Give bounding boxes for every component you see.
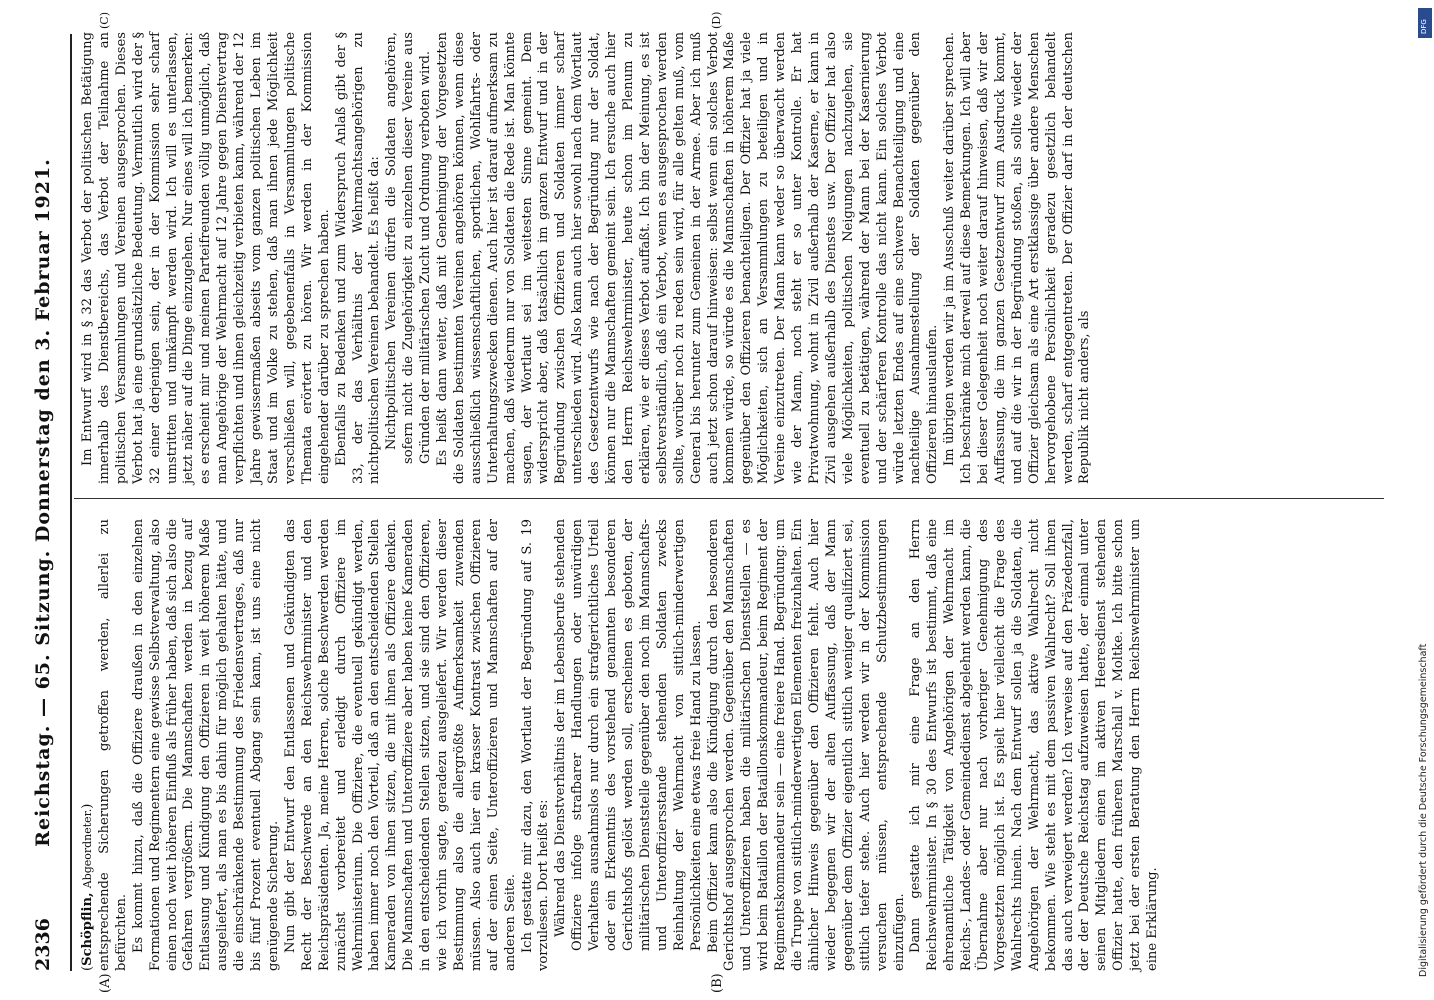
paragraph: Es heißt dann weiter, daß mit Genehmigung der Vorgesetzten die Soldaten bestimmten Vereinen angehören können, wenn diese ausschließlich wissenschaftlichen, sportlichen, Wohlfahrts- oder Unterhaltungszwecken dienen. Auch hier ist darauf aufmerksam zu machen, daß wiederum nur von Soldaten die Rede ist. Man könnte sagen, der Wortlaut sei im weitesten Sinne gemeint. Dem widerspricht aber, daß tatsächlich im ganzen Entwurf und in der Begründung zwischen Offizieren und Soldaten immer scharf unterschieden wird. Also kann auch hier sowohl nach dem Wortlaut des Gesetzentwurfs wie nach der Begründung nur der Soldat, können nur die Mannschaften gemeint sein. Ich ersuche auch hier den Herrn Reichswehrminister, heute schon im Plenum zu erklären, wie er dieses Verbot auffaßt. Ich bin der Meinung, es ist selbstverständlich, daß ein Verbot, wenn es ausgesprochen werden sollte, worüber noch zu reden sein wird, für alle gelten muß, vom General bis herunter zum Gemeinen in der Armee. Aber ich muß auch jetzt schon darauf hinweisen: selbst wenn ein solches Verbot kommen würde, so würde es die Mannschaften in höherem Maße gegenüber den Offizieren benachteiligen. Der Offizier hat ja viele Möglichkeiten, sich an Versammlungen zu beteiligen und in Vereine einzutreten. Der Mann kann weder so überwacht werden wie der Mann, noch steht er so unter Kontrolle. Er hat Privatwohnung, wohnt in Zivil außerhalb der Kaserne, er kann in Zivil ausgehen außerhalb des Dienstes usw. Der Offizier hat also viele Möglichkeiten, politischen Neigungen nachzugehen, sie eventuell zu betätigen, während der Mann bei der Kasernierung und der schärferen Kontrolle das nicht kann. Ein solches Verbot würde letzten Endes auf eine schwere Benachteiligung und eine nachteilige Ausnahmestellung der Soldaten gegenüber den Offizieren hinauslaufen.	[435, 32, 941, 484]
margin-mark-c: (C)	[98, 12, 111, 29]
paragraph: entsprechende Sicherungen getroffen werden, allerlei zu befürchten.	[96, 519, 129, 971]
speaker-name: Schöpflin,	[80, 892, 95, 966]
dfg-logo: DFG	[1418, 8, 1432, 38]
quotation: Während das Dienstverhältnis der im Lebensberufe stehenden Offiziere infolge strafbarer Handlungen oder unwürdigen Verhaltens ausnahmslos nur durch ein strafgerichtliches Urteil oder ein Erkenntnis des vorstehend genannten besonderen Gerichtshofs gelöst werden soll, erscheinen es geboten, der militärischen Dienststelle gegenüber den noch im Mannschafts- und Unteroffiziersstande stehenden Soldaten zwecks Reinhaltung der Wehrmacht von sittlich-minderwertigen Persönlichkeiten eine etwas freie Hand zu lassen.	[553, 519, 704, 951]
speaker-role: Abgeordneter.	[81, 808, 94, 889]
document-page	[10, 10, 1410, 995]
paragraph: Dann gestatte ich mir eine Frage an den Herrn Reichswehrminister. In § 30 des Entwurfs ist bestimmt, daß eine ehrenamtliche Tätigkeit von Angehörigen der Wehrmacht im Reichs-, Landes- oder Gemeindedienst abgelehnt werden kann, die Übernahme aber nur nach vorheriger Genehmigung des Vorgesetzten möglich ist. Es spielt hier vielleicht die Frage des Wahlrechts hinein. Nach dem Entwurf sollen ja die Soldaten, die Angehörigen der Wehrmacht, das aktive Wahlrecht nicht bekommen. Wie steht es mit dem passiven Wahlrecht? Soll ihnen das auch verweigert werden? Ich verweise auf den Präzedenzfall, der der Deutsche Reichstag aufzuweisen hatte, der einmal unter seinen Mitgliedern einen im aktiven Heeresdienst stehenden Offizier hatte, den früheren Marschall v. Moltke. Ich bitte schon jetzt bei der ersten Beratung den Herrn Reichswehrminister um eine Erklärung.	[908, 519, 1161, 971]
page-header	[32, 34, 66, 971]
column-separator	[74, 498, 1384, 499]
margin-mark-d: (D)	[710, 11, 723, 29]
paragraph: Ebenfalls zu Bedenken und zum Widerspruch Anlaß gibt der § 33, der das Verhältnis der Wehrmachtsangehörigen zu nichtpolitischen Vereinen behandelt. Es heißt da:	[333, 32, 383, 484]
speaker-line: (Schöpflin, Abgeordneter.)	[80, 803, 95, 971]
paragraph: Nun gibt der Entwurf den Entlassenen und Gekündigten das Recht der Beschwerde an den Reichswehrminister und den Reichspräsidenten. Ja, meine Herren, solche Beschwerden werden zunächst vorbereitet und erledigt durch Offiziere im Wehrministerium. Die Offiziere, die eventuell gekündigt werden, haben immer noch den Vorteil, daß an den entscheidenden Stellen Kameraden von ihnen sitzen, die mit ihnen als Offiziere denken. Die Mannschaften und Unteroffiziere aber haben keine Kameraden in den entscheidenden Stellen sitzen, und sie sind den Offizieren, wie ich vorhin sagte, geradezu ausgeliefert. Wir werden dieser Bestimmung also die allergrößte Aufmerksamkeit zuwenden müssen. Also auch hier ein krasser Kontrast zwischen Offizieren auf der einen Seite, Unteroffizieren und Mannschaften auf der anderen Seite.	[282, 519, 518, 971]
right-column	[80, 32, 1094, 484]
margin-mark-b: (B)	[710, 973, 725, 993]
page-number: 2336	[32, 918, 54, 971]
paragraph: Ich gestatte mir dazu, den Wortlaut der Begründung auf S. 19 vorzulesen. Dort heißt es:	[519, 519, 552, 971]
credit-text: Digitalisierung gefördert durch die Deutsche Forschungsgemeinschaft	[1418, 643, 1429, 977]
left-column	[80, 519, 1162, 971]
digitization-credit	[1418, 8, 1432, 988]
header-rule	[70, 34, 72, 971]
paragraph: Beim Offizier kann also die Kündigung durch den besonderen Gerichtshof ausgesprochen werden. Gegenüber den Mannschaften und Unteroffizieren haben die militärischen Dienststellen — es wird beim Bataillon der Bataillonskommandeur, beim Regiment der Regimentskommandeur sein — eine freiere Hand. Begründung: um die Truppe von sittlich-minderwertigen Elementen freizuhalten. Ein ähnlicher Hinweis gegenüber den Offizieren fehlt. Auch hier wieder begegnen wir der alten Auffassung, daß der Mann gegenüber dem Offizier eigentlich sittlich weniger qualifiziert sei, sittlich tiefer stehe. Auch hier werden wir in der Kommission versuchen müssen, entsprechende Schutzbestimmungen einzufügen.	[705, 519, 907, 971]
paragraph: Im übrigen werden wir ja im Ausschuß weiter darüber sprechen. Ich beschränke mich derweil auf diese Bemerkungen. Ich will aber bei dieser Gelegenheit noch weiter darauf hinweisen, daß wir der Auffassung, die im ganzen Gesetzentwurf zum Ausdruck kommt, und auf die wir in der Begründung stoßen, als sollte wieder der Offizier gleichsam als eine Art erstklassige über andere Menschen hervorgehobene Persönlichkeit geradezu gesetzlich behandelt werden, scharf entgegentreten. Der Offizier darf in der deutschen Republik nicht anders, als	[942, 32, 1093, 484]
paragraph: Im Entwurf wird in § 32 das Verbot der politischen Betätigung innerhalb des Dienstbereichs, das Verbot der Teilnahme an politischen Versammlungen und Vereinen ausgesprochen. Dieses Verbot hat ja eine grundsätzliche Bedeutung. Vermutlich wird der § 32 einer derjenigen sein, der in der Kommission sehr scharf umstritten und umkämpft werden wird. Ich will es unterlassen, jetzt näher auf die Dinge einzugehen. Nur eines will ich bemerken: es erscheint mir und meinen Parteifreunden völlig unmöglich, daß man Angehörige der Wehrmacht auf 12 Jahre gegen Dienstvertrag verpflichten und ihnen gleichzeitig verbieten kann, während der 12 Jahre gewissermaßen abseits vom ganzen politischen Leben im Staat und im Volke zu stehen, daß man ihnen jede Möglichkeit verschließen will, gegebenenfalls in Versammlungen politische Themata erörtert zu hören. Wir werden in der Kommission eingehender darüber zu sprechen haben.	[80, 32, 332, 484]
quotation: Nichtpolitischen Vereinen dürfen die Soldaten angehören, sofern nicht die Zugehörigkeit zu einzelnen dieser Vereine aus Gründen der militärischen Zucht und Ordnung verboten wird.	[384, 32, 434, 464]
margin-mark-a: (A)	[98, 973, 113, 993]
paragraph: Es kommt hinzu, daß die Offiziere draußen in den einzelnen Formationen und Regimentern eine gewisse Selbstverwaltung, also einen noch weit höheren Einfluß als früher haben, daß sich also die Gefahren vergrößern. Die Mannschaften werden in bezug auf Entlassung und Kündigung den Offizieren in weit höherem Maße ausgeliefert, als man es bis dahin für möglich gehalten hätte, und die einschränkende Bestimmung des Friedensvertrages, daß nur bis fünf Prozent eventuell Abgang sein kann, ist uns eine nicht genügende Sicherung.	[130, 519, 281, 971]
session-title: Reichstag. — 65. Sitzung. Donnerstag den 3. Februar 1921.	[32, 158, 54, 847]
